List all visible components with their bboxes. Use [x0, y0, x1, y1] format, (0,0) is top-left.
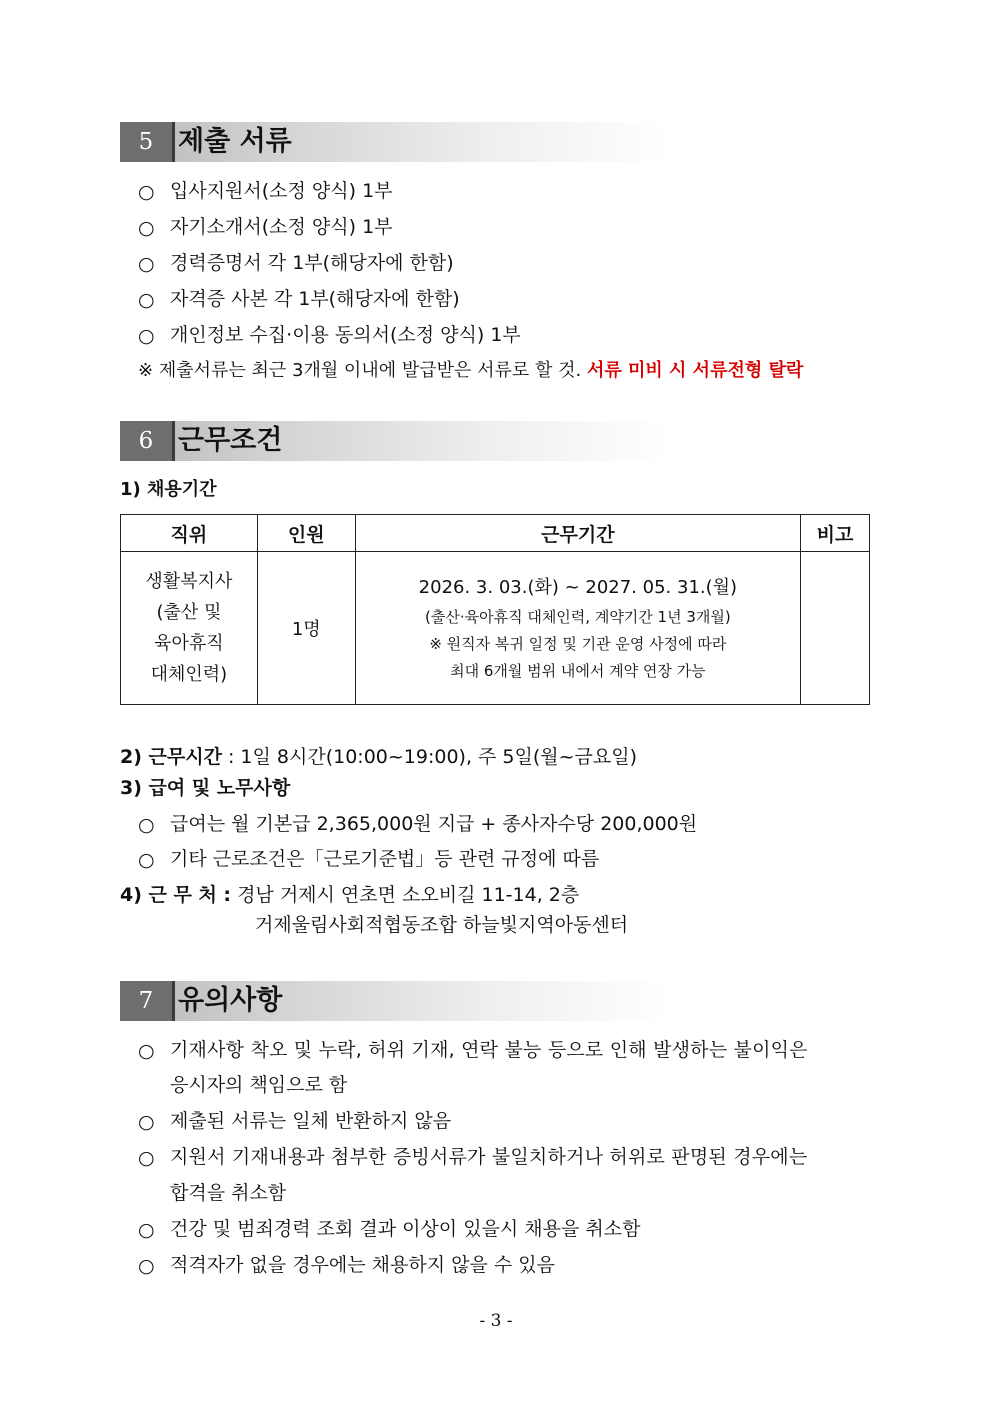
bullet-mark: ○ [138, 814, 155, 836]
position-line: 대체인력) [150, 664, 228, 685]
section-title: 유의사항 [178, 985, 283, 1016]
list-item-continued: 합격을 취소함 [170, 1182, 287, 1204]
cell-count: 1명 [257, 552, 355, 705]
working-hours-label: 2) 근무시간 [120, 746, 222, 768]
working-hours-value: : 1일 8시간(10:00~19:00), 주 5일(월~금요일) [227, 746, 638, 768]
position-line: 생활복지사 [145, 571, 233, 592]
bullet-mark: ○ [138, 1255, 155, 1277]
period-dates: 2026. 3. 03.(화) ~ 2027. 05. 31.(월) [418, 576, 738, 598]
note-warning: 서류 미비 시 서류전형 탈락 [586, 360, 804, 381]
workplace-address: 경남 거제시 연초면 소오비길 11-14, 2층 [237, 884, 580, 906]
bullet-mark: ○ [138, 181, 155, 203]
list-item: 경력증명서 각 1부(해당자에 한함) [170, 252, 454, 274]
section-7-header [120, 981, 665, 1021]
list-item: 개인정보 수집·이용 동의서(소정 양식) 1부 [170, 324, 521, 346]
list-item: 자기소개서(소정 양식) 1부 [170, 216, 393, 238]
header-position: 직위 [121, 515, 258, 552]
bullet-mark: ○ [138, 849, 155, 871]
bullet-mark: ○ [138, 325, 155, 347]
period-note: ※ 원직자 복귀 일정 및 기관 운영 사정에 따라 [429, 634, 727, 653]
cell-remark [801, 552, 870, 705]
section-5-header [120, 122, 665, 162]
list-item: 제출된 서류는 일체 반환하지 않음 [170, 1110, 452, 1132]
cell-position [121, 552, 258, 705]
section-number: 5 [120, 122, 172, 162]
position-line: (출산 및 [156, 602, 222, 623]
working-hours [120, 744, 637, 770]
section-number: 6 [120, 421, 172, 461]
bullet-mark: ○ [138, 1111, 155, 1133]
list-item: 입사지원서(소정 양식) 1부 [170, 180, 393, 202]
list-item: 적격자가 없을 경우에는 채용하지 않을 수 있음 [170, 1254, 555, 1276]
bullet-mark: ○ [138, 1147, 155, 1169]
cell-period [355, 552, 800, 705]
bullet-mark: ○ [138, 253, 155, 275]
section-6-header [120, 421, 665, 461]
table-row [121, 552, 870, 705]
page-number: - 3 - [479, 1311, 513, 1331]
table-header-row [121, 515, 870, 552]
bullet-mark: ○ [138, 1040, 155, 1062]
period-note: 최대 6개월 범위 내에서 계약 연장 가능 [450, 661, 706, 680]
hiring-table [120, 514, 870, 705]
bullet-mark: ○ [138, 289, 155, 311]
period-note: (출산·육아휴직 대체인력, 계약기간 1년 3개월) [425, 607, 731, 626]
note-mark: ※ [138, 360, 154, 381]
list-item-continued: 응시자의 책임으로 함 [170, 1074, 348, 1096]
note-text: 제출서류는 최근 3개월 이내에 발급받은 서류로 할 것. [158, 360, 582, 381]
subheading-hiring-period: 1) 채용기간 [120, 479, 217, 500]
list-item: 기타 근로조건은「근로기준법」등 관련 규정에 따름 [170, 848, 600, 870]
section-number: 7 [120, 981, 172, 1021]
submission-note [138, 358, 803, 384]
list-item: 기재사항 착오 및 누락, 허위 기재, 연락 불능 등으로 인해 발생하는 불이익은 [170, 1039, 808, 1061]
header-period: 근무기간 [355, 515, 800, 552]
subheading-pay: 3) 급여 및 노무사항 [120, 777, 291, 799]
list-item: 자격증 사본 각 1부(해당자에 한함) [170, 288, 460, 310]
bullet-mark: ○ [138, 217, 155, 239]
section-title: 근무조건 [178, 425, 283, 456]
list-item: 지원서 기재내용과 첨부한 증빙서류가 불일치하거나 허위로 판명된 경우에는 [170, 1146, 808, 1168]
workplace-label: 4) 근 무 처 : [120, 884, 232, 906]
bullet-mark: ○ [138, 1219, 155, 1241]
workplace [120, 882, 579, 908]
header-count: 인원 [257, 515, 355, 552]
workplace-org: 거제울림사회적협동조합 하늘빛지역아동센터 [255, 914, 629, 936]
list-item: 건강 및 범죄경력 조회 결과 이상이 있을시 채용을 취소함 [170, 1218, 641, 1240]
section-title: 제출 서류 [178, 126, 292, 157]
position-line: 육아휴직 [154, 633, 224, 654]
list-item: 급여는 월 기본급 2,365,000원 지급 + 종사자수당 200,000원 [170, 813, 698, 835]
header-remark: 비고 [801, 515, 870, 552]
